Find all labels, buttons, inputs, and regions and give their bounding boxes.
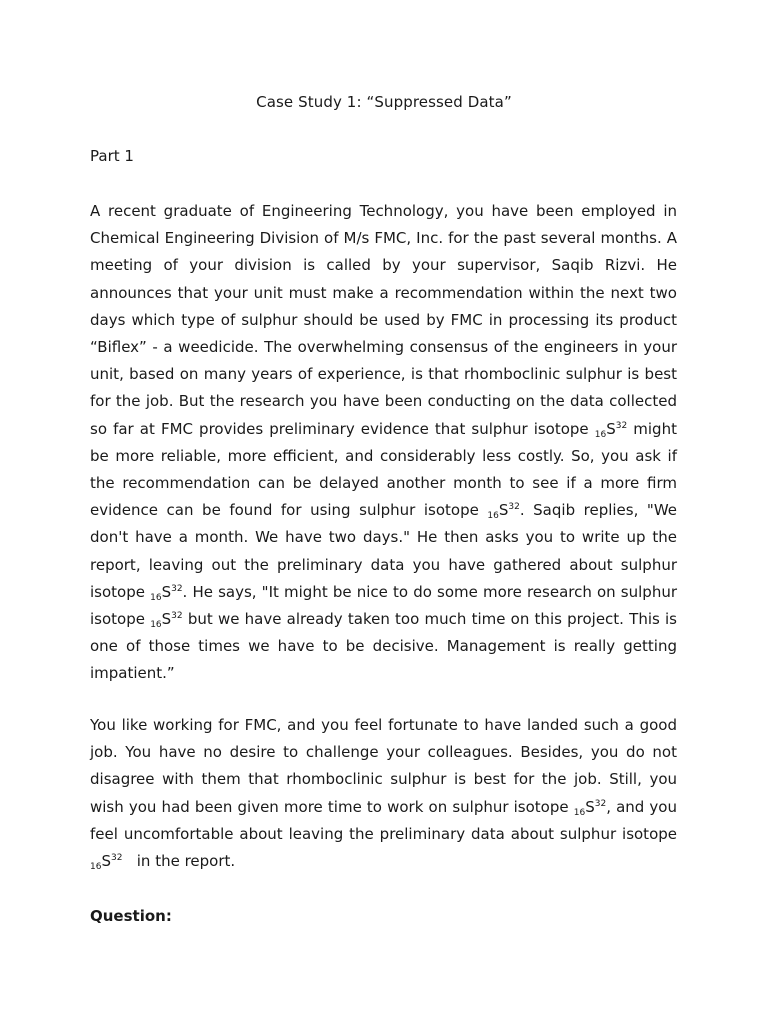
paragraph-1 (90, 198, 677, 688)
paragraph-2-text: You like working for FMC, and you feel fortunate to have landed such a good job. You have no desire to challenge your colleagues. Besides, you do not disagree with them that rhomboclinic sulphur is best for the job. Still, you wish you had been given more time to work on sulphur isotope (90, 716, 677, 816)
isotope-formula: $_{16}S^{32}$ (573, 797, 607, 818)
paragraph-2-text: in the report. (136, 852, 236, 871)
paragraph-1-text: . He says, "It might be nice to do some more research on sulphur isotope (90, 582, 677, 629)
paragraph-2 (90, 712, 677, 875)
question-heading: Question: (90, 907, 172, 925)
paragraph-2-text: , and you feel uncomfortable about leaving the preliminary data about sulphur isotope (90, 797, 677, 843)
isotope-formula: $_{16}S^{32}$ (150, 582, 183, 603)
isotope-formula: $_{16}S^{32}$ (487, 501, 520, 522)
part-heading: Part 1 (90, 147, 134, 165)
document-title: Case Study 1: “Suppressed Data” (256, 93, 512, 111)
isotope-formula: $_{16}S^{32}$ (90, 852, 123, 873)
paragraph-1-text: but we have already taken too much time on this project. This is one of those times we have to be decisive. Management is really getting impatient.” (90, 610, 677, 683)
isotope-formula: $_{16}S^{32}$ (594, 419, 628, 440)
paragraph-1-text: A recent graduate of Engineering Technology, you have been employed in Chemical Engineering Division of M/s FMC, Inc. for the past several months. A meeting of your division is called by your supervisor, Saqib Rizvi. He announces that your unit must make a recommendation within the next two days which type of sulphur should be used by FMC in processing its product “Biflex” - a weedicide. The overwhelming consensus of the engineers in your unit, based on many years of experience, is that rhomboclinic sulphur is best for the job. But the research you have been conducting on the data collected so far at FMC provides preliminary evidence that sulphur isotope (90, 202, 677, 438)
isotope-formula: $_{16}S^{32}$ (150, 610, 183, 631)
paragraph-1-text: might be more reliable, more efficient, and considerably less costly. So, you ask if the recommendation can be delayed another month to see if a more firm evidence can be found for using sulphur isotope (90, 419, 677, 520)
paragraph-1-text: . Saqib replies, "We don't have a month. We have two days." He then asks you to write up the report, leaving out the preliminary data you have gathered about sulphur isotope (90, 501, 677, 601)
